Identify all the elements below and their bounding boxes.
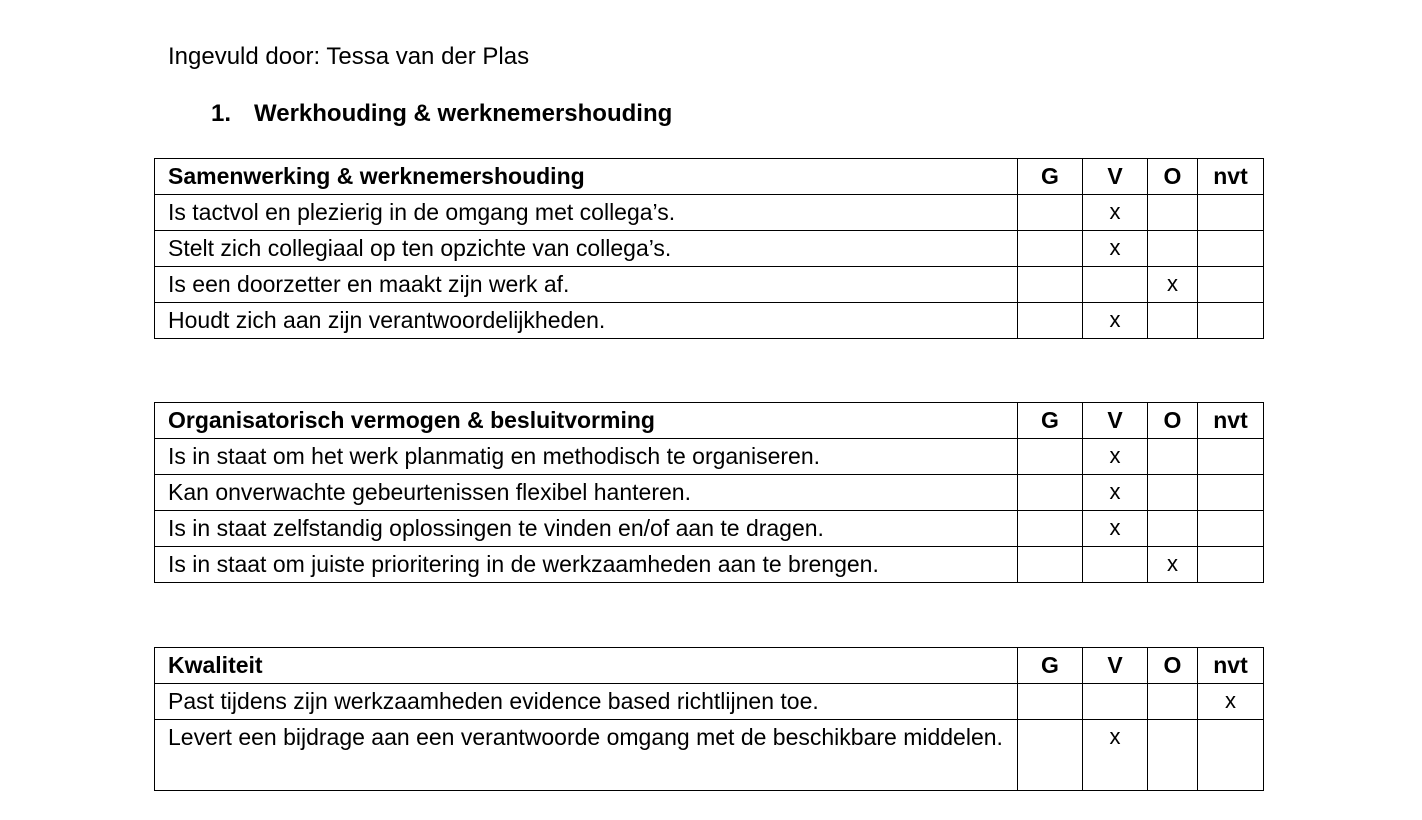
- mark-cell-o: [1148, 195, 1198, 231]
- mark-cell-nvt: [1198, 511, 1264, 547]
- mark-cell-nvt: [1198, 231, 1264, 267]
- mark-cell-v: x: [1083, 195, 1148, 231]
- mark-cell-v: x: [1083, 231, 1148, 267]
- column-header-g: G: [1018, 403, 1083, 439]
- mark-cell-g: [1018, 195, 1083, 231]
- column-header-v: V: [1083, 159, 1148, 195]
- mark-cell-o: x: [1148, 547, 1198, 583]
- mark-cell-v: [1083, 547, 1148, 583]
- section-title: Werkhouding & werknemershouding: [254, 100, 673, 127]
- mark-cell-nvt: [1198, 195, 1264, 231]
- column-header-nvt: nvt: [1198, 648, 1264, 684]
- criterion-text: Levert een bijdrage aan een verantwoorde omgang met de beschikbare middelen.: [155, 720, 1018, 791]
- mark-cell-nvt: [1198, 303, 1264, 339]
- mark-cell-g: [1018, 439, 1083, 475]
- mark-cell-o: [1148, 720, 1198, 791]
- column-header-g: G: [1018, 648, 1083, 684]
- mark-cell-g: [1018, 684, 1083, 720]
- table-header-title: Samenwerking & werknemershouding: [155, 159, 1018, 195]
- evaluation-table-kwaliteit: [154, 647, 1264, 791]
- table-header-title: Kwaliteit: [155, 648, 1018, 684]
- evaluation-table-samenwerking: [154, 158, 1264, 339]
- mark-cell-v: x: [1083, 720, 1148, 791]
- table-row: [155, 511, 1264, 547]
- table-row: [155, 439, 1264, 475]
- column-header-o: O: [1148, 648, 1198, 684]
- criterion-text: Is tactvol en plezierig in de omgang met collega’s.: [155, 195, 1018, 231]
- mark-cell-nvt: [1198, 547, 1264, 583]
- mark-cell-nvt: [1198, 475, 1264, 511]
- criterion-text: Houdt zich aan zijn verantwoordelijkheden.: [155, 303, 1018, 339]
- column-header-nvt: nvt: [1198, 403, 1264, 439]
- table-row: [155, 303, 1264, 339]
- mark-cell-v: x: [1083, 511, 1148, 547]
- table-row: [155, 684, 1264, 720]
- mark-cell-g: [1018, 475, 1083, 511]
- mark-cell-o: [1148, 439, 1198, 475]
- evaluation-table-organisatorisch: [154, 402, 1264, 583]
- table-header-row: [155, 648, 1264, 684]
- mark-cell-nvt: x: [1198, 684, 1264, 720]
- criterion-text: Is in staat om het werk planmatig en methodisch te organiseren.: [155, 439, 1018, 475]
- criterion-text: Past tijdens zijn werkzaamheden evidence based richtlijnen toe.: [155, 684, 1018, 720]
- table-header-row: [155, 403, 1264, 439]
- column-header-v: V: [1083, 648, 1148, 684]
- mark-cell-g: [1018, 547, 1083, 583]
- column-header-v: V: [1083, 403, 1148, 439]
- table-row: [155, 195, 1264, 231]
- mark-cell-g: [1018, 720, 1083, 791]
- criterion-text: Is in staat zelfstandig oplossingen te vinden en/of aan te dragen.: [155, 511, 1018, 547]
- table-header-row: [155, 159, 1264, 195]
- table-row: [155, 547, 1264, 583]
- criterion-text: Is in staat om juiste prioritering in de werkzaamheden aan te brengen.: [155, 547, 1018, 583]
- mark-cell-g: [1018, 303, 1083, 339]
- mark-cell-nvt: [1198, 267, 1264, 303]
- column-header-nvt: nvt: [1198, 159, 1264, 195]
- mark-cell-g: [1018, 511, 1083, 547]
- table-row: [155, 231, 1264, 267]
- section-heading: [211, 99, 672, 129]
- mark-cell-v: x: [1083, 475, 1148, 511]
- table-row: [155, 720, 1264, 791]
- mark-cell-nvt: [1198, 720, 1264, 791]
- table-header-title: Organisatorisch vermogen & besluitvorming: [155, 403, 1018, 439]
- column-header-o: O: [1148, 403, 1198, 439]
- column-header-o: O: [1148, 159, 1198, 195]
- mark-cell-o: x: [1148, 267, 1198, 303]
- mark-cell-v: x: [1083, 303, 1148, 339]
- mark-cell-o: [1148, 684, 1198, 720]
- mark-cell-g: [1018, 267, 1083, 303]
- table-row: [155, 475, 1264, 511]
- column-header-g: G: [1018, 159, 1083, 195]
- mark-cell-g: [1018, 231, 1083, 267]
- mark-cell-o: [1148, 475, 1198, 511]
- criterion-text: Is een doorzetter en maakt zijn werk af.: [155, 267, 1018, 303]
- section-number: 1.: [211, 100, 232, 127]
- mark-cell-v: [1083, 684, 1148, 720]
- table-row: [155, 267, 1264, 303]
- filled-by-line: Ingevuld door: Tessa van der Plas: [168, 43, 530, 70]
- criterion-text: Kan onverwachte gebeurtenissen flexibel hanteren.: [155, 475, 1018, 511]
- mark-cell-v: [1083, 267, 1148, 303]
- mark-cell-o: [1148, 231, 1198, 267]
- mark-cell-o: [1148, 511, 1198, 547]
- mark-cell-o: [1148, 303, 1198, 339]
- mark-cell-nvt: [1198, 439, 1264, 475]
- mark-cell-v: x: [1083, 439, 1148, 475]
- criterion-text: Stelt zich collegiaal op ten opzichte van collega’s.: [155, 231, 1018, 267]
